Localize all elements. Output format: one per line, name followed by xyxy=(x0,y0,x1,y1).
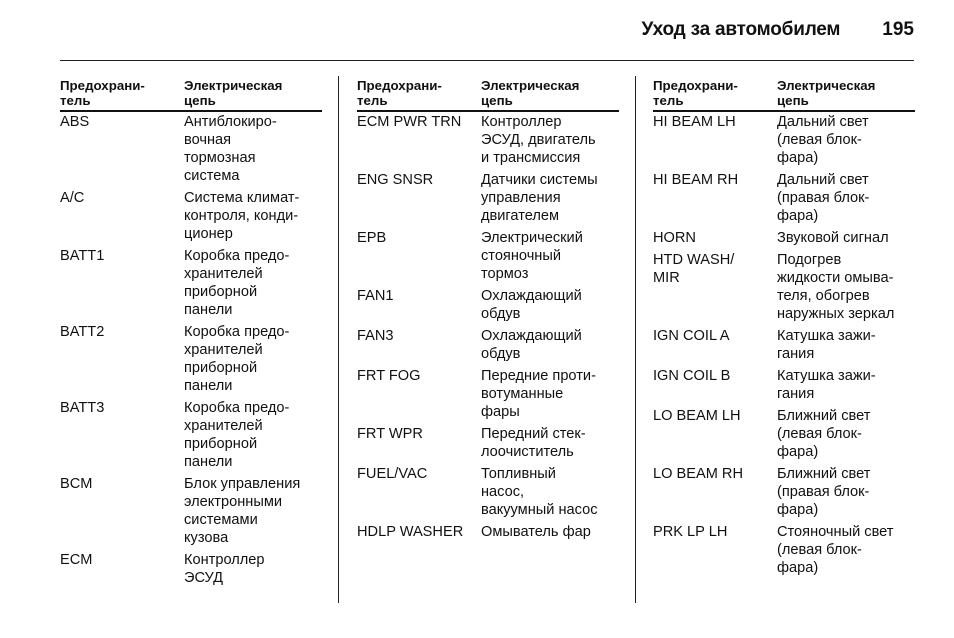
circuit-description: Дальний свет (правая блок- фара) xyxy=(777,172,870,224)
fuse-name: EPB xyxy=(357,230,387,246)
circuit-description: Датчики системы управления двигателем xyxy=(481,172,598,224)
circuit-description: Контроллер ЭСУД, двигатель и трансмиссия xyxy=(481,114,596,166)
fuse-name: FUEL/VAC xyxy=(357,466,428,482)
header-fuse: Предохрани- тель xyxy=(60,78,145,108)
table-body xyxy=(357,112,619,541)
header-divider xyxy=(60,60,914,61)
table-row xyxy=(357,229,619,283)
fuse-name: HTD WASH/ MIR xyxy=(653,252,735,286)
fuse-name: ECM xyxy=(60,552,93,568)
table-header xyxy=(357,78,619,112)
table-row xyxy=(653,523,915,577)
fuse-name: IGN COIL A xyxy=(653,328,730,344)
circuit-description: Система климат- контроля, конди- ционер xyxy=(184,190,300,242)
fuse-table-column-1 xyxy=(60,78,322,591)
circuit-description: Ближний свет (левая блок- фара) xyxy=(777,408,871,460)
table-row xyxy=(60,551,322,587)
fuse-name: ECM PWR TRN xyxy=(357,114,462,130)
header-circuit: Электрическая цепь xyxy=(777,78,876,108)
table-row xyxy=(357,523,619,541)
table-row xyxy=(653,171,915,225)
circuit-description: Коробка предо- хранителей приборной панели xyxy=(184,324,290,394)
table-row xyxy=(653,113,915,167)
table-body xyxy=(653,112,915,577)
fuse-name: FRT FOG xyxy=(357,368,421,384)
circuit-description: Ближний свет (правая блок- фара) xyxy=(777,466,871,518)
circuit-description: Передние проти- вотуманные фары xyxy=(481,368,596,420)
table-row xyxy=(60,475,322,547)
table-row xyxy=(653,229,915,247)
table-row xyxy=(60,323,322,395)
fuse-name: BCM xyxy=(60,476,93,492)
table-header xyxy=(653,78,915,112)
table-row xyxy=(653,367,915,403)
table-row xyxy=(357,425,619,461)
table-row xyxy=(357,367,619,421)
table-row xyxy=(60,113,322,185)
table-row xyxy=(357,171,619,225)
table-header xyxy=(60,78,322,112)
circuit-description: Охлаждающий обдув xyxy=(481,288,582,322)
circuit-description: Передний стек- лоочиститель xyxy=(481,426,586,460)
fuse-name: FRT WPR xyxy=(357,426,423,442)
header-fuse: Предохрани- тель xyxy=(653,78,738,108)
circuit-description: Коробка предо- хранителей приборной панели xyxy=(184,400,290,470)
fuse-name: PRK LP LH xyxy=(653,524,728,540)
circuit-description: Катушка зажи- гания xyxy=(777,328,876,362)
table-row xyxy=(357,465,619,519)
fuse-name: ABS xyxy=(60,114,90,130)
fuse-name: BATT3 xyxy=(60,400,105,416)
circuit-description: Катушка зажи- гания xyxy=(777,368,876,402)
page-header xyxy=(641,19,914,49)
fuse-name: BATT2 xyxy=(60,324,105,340)
table-row xyxy=(357,327,619,363)
fuse-name: HI BEAM LH xyxy=(653,114,736,130)
table-row xyxy=(653,327,915,363)
fuse-name: A/C xyxy=(60,190,85,206)
circuit-description: Дальний свет (левая блок- фара) xyxy=(777,114,869,166)
column-divider xyxy=(338,76,339,603)
table-row xyxy=(653,251,915,323)
table-row xyxy=(60,189,322,243)
fuse-name: BATT1 xyxy=(60,248,105,264)
fuse-table-column-3 xyxy=(653,78,915,581)
fuse-name: FAN3 xyxy=(357,328,394,344)
circuit-description: Антиблокиро- вочная тормозная система xyxy=(184,114,277,184)
page-number: 195 xyxy=(882,19,914,40)
circuit-description: Стояночный свет (левая блок- фара) xyxy=(777,524,894,576)
table-row xyxy=(357,287,619,323)
column-divider xyxy=(635,76,636,603)
fuse-name: HI BEAM RH xyxy=(653,172,739,188)
circuit-description: Блок управления электронными системами кузова xyxy=(184,476,301,546)
table-row xyxy=(653,407,915,461)
table-row xyxy=(60,399,322,471)
circuit-description: Контроллер ЭСУД xyxy=(184,552,265,586)
fuse-name: IGN COIL B xyxy=(653,368,731,384)
fuse-name: HORN xyxy=(653,230,696,246)
circuit-description: Звуковой сигнал xyxy=(777,230,889,246)
circuit-description: Омыватель фар xyxy=(481,524,591,540)
header-circuit: Электрическая цепь xyxy=(184,78,283,108)
table-row xyxy=(653,465,915,519)
header-circuit: Электрическая цепь xyxy=(481,78,580,108)
circuit-description: Электрический стояночный тормоз xyxy=(481,230,583,282)
header-fuse: Предохрани- тель xyxy=(357,78,442,108)
fuse-name: ENG SNSR xyxy=(357,172,434,188)
fuse-name: LO BEAM RH xyxy=(653,466,744,482)
table-row xyxy=(357,113,619,167)
circuit-description: Коробка предо- хранителей приборной панели xyxy=(184,248,290,318)
fuse-table-column-2 xyxy=(357,78,619,545)
fuse-name: FAN1 xyxy=(357,288,394,304)
table-row xyxy=(60,247,322,319)
circuit-description: Подогрев жидкости омыва- теля, обогрев наружных зеркал xyxy=(777,252,895,322)
fuse-name: HDLP WASHER xyxy=(357,524,464,540)
fuse-name: LO BEAM LH xyxy=(653,408,741,424)
circuit-description: Топливный насос, вакуумный насос xyxy=(481,466,598,518)
circuit-description: Охлаждающий обдув xyxy=(481,328,582,362)
page-title: Уход за автомобилем xyxy=(641,19,841,40)
table-body xyxy=(60,112,322,587)
